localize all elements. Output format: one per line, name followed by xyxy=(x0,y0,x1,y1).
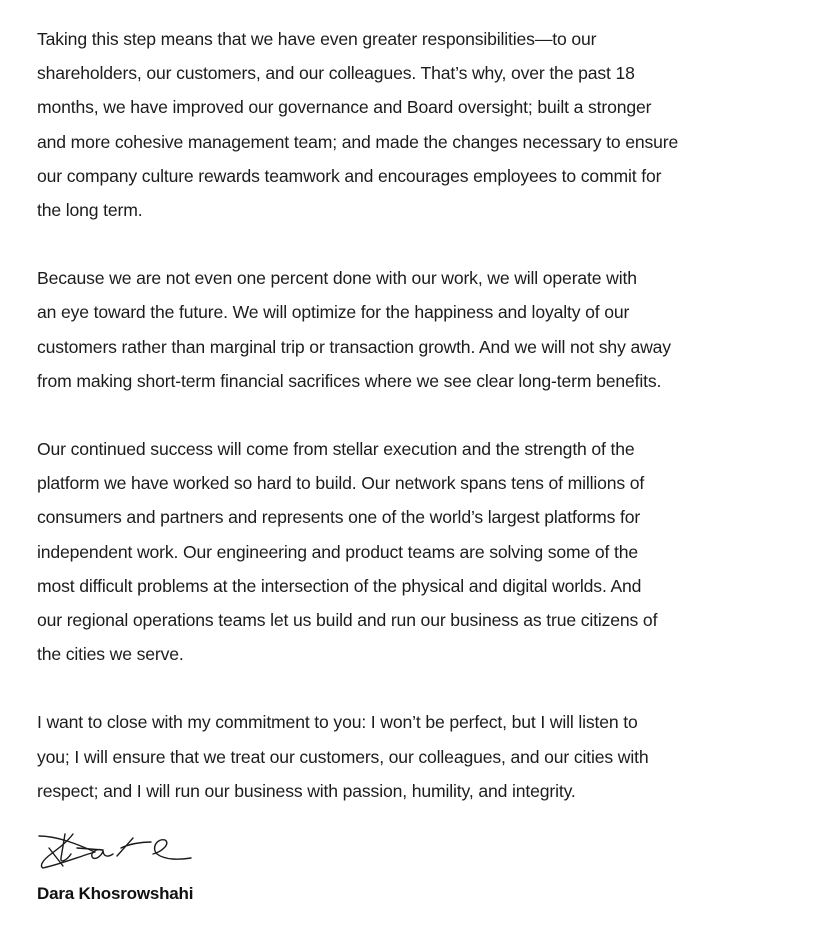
letter-body xyxy=(37,22,797,904)
text-line: shareholders, our customers, and our colleagues. That’s why, over the past 18 xyxy=(37,63,635,84)
text-line: platform we have worked so hard to build. Our network spans tens of millions of xyxy=(37,473,645,494)
text-line: Because we are not even one percent done with our work, we will operate with xyxy=(37,268,637,289)
text-line: consumers and partners and represents one of the world’s largest platforms for xyxy=(37,507,641,528)
text-line: an eye toward the future. We will optimize for the happiness and loyalty of our xyxy=(37,302,630,323)
text-line: from making short-term financial sacrifices where we see clear long-term benefits. xyxy=(37,370,662,391)
paragraph-commitment xyxy=(37,705,797,808)
text-line: Taking this step means that we have even greater responsibilities—to our xyxy=(37,29,597,49)
text-line: customers rather than marginal trip or transaction growth. And we will not shy away xyxy=(37,336,671,357)
signature-icon xyxy=(37,830,197,874)
text-line: most difficult problems at the intersection of the physical and digital worlds. And xyxy=(37,575,642,596)
paragraph-responsibilities xyxy=(37,22,797,227)
paragraph-success xyxy=(37,432,797,671)
text-line: you; I will ensure that we treat our customers, our colleagues, and our cities with xyxy=(37,746,649,767)
text-line: Our continued success will come from stellar execution and the strength of the xyxy=(37,439,635,460)
paragraph-future xyxy=(37,261,797,398)
text-line: I want to close with my commitment to you: I won’t be perfect, but I will listen to xyxy=(37,712,638,733)
text-line: months, we have improved our governance and Board oversight; built a stronger xyxy=(37,97,652,118)
text-line: independent work. Our engineering and product teams are solving some of the xyxy=(37,541,638,562)
text-line: our regional operations teams let us build and run our business as true citizens of xyxy=(37,610,658,631)
text-line: the cities we serve. xyxy=(37,644,184,665)
signer-name: Dara Khosrowshahi xyxy=(37,884,194,904)
text-line: respect; and I will run our business with passion, humility, and integrity. xyxy=(37,780,576,801)
text-line: the long term. xyxy=(37,200,143,221)
text-line: our company culture rewards teamwork and encourages employees to commit for xyxy=(37,165,662,186)
text-line: and more cohesive management team; and made the changes necessary to ensure xyxy=(37,131,679,152)
